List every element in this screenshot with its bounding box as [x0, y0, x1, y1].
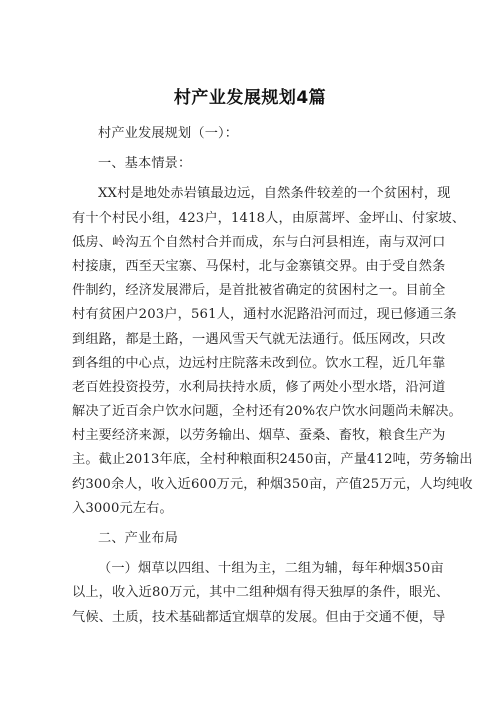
paragraph-line: 件制约，经济发展滞后，是首批被省确定的贫困村之一。目前全: [72, 283, 446, 299]
paragraph-line: 村有贫困户203户，561人，通村水泥路沿河而过，现已修通三条: [72, 307, 457, 323]
paragraph-line: 气候、土质，技术基础都适宜烟草的发展。但由于交通不便，导: [72, 609, 446, 625]
document-title: 村产业发展规划4篇: [173, 88, 327, 108]
paragraph-line: 低房、岭沟五个自然村合并而成，东与白河县相连，南与双河口: [72, 234, 446, 250]
section-heading: 村产业发展规划（一）：: [98, 126, 239, 141]
paragraph-line: 入3000元左右。: [72, 500, 173, 516]
paragraph-line: 村主要经济来源，以劳务输出、烟草、蚕桑、畜牧，粮食生产为: [72, 428, 446, 444]
paragraph-line: XX村是地处赤岩镇最边远，自然条件较差的一个贫困村，现: [98, 186, 451, 202]
paragraph-line: 约300余人，收入近600万元，种烟350亩，产值25万元，人均纯收: [72, 476, 473, 492]
paragraph-line: 以上，收入近80万元，其中二组种烟有得天独厚的条件，眼光、: [72, 585, 450, 601]
paragraph-line: 有十个村民小组，423户，1418人，由原蒿坪、金坪山、付家坡、: [72, 210, 466, 226]
section-heading: 一、基本情景：: [98, 156, 192, 172]
paragraph-line: 老百姓投资投劳，水利局扶持水质，修了两处小型水塔，沿河道: [72, 379, 446, 395]
section-heading: 二、产业布局: [98, 531, 179, 546]
paragraph-line: 到组路，都是土路，一遇风雪天气就无法通行。低压网改，只改: [72, 331, 446, 347]
paragraph-line: 主。截止2013年底，全村种粮面积2450亩，产量412吨，劳务输出: [72, 452, 473, 468]
paragraph-line: 解决了近百余户饮水问题，全村还有20%农户饮水问题尚未解决。: [72, 404, 462, 420]
paragraph-line: （一）烟草以四组、十组为主，二组为辅，每年种烟350亩: [98, 561, 444, 577]
paragraph-line: 村接康，西至天宝寨、马保村，北与金寨镇交界。由于受自然条: [72, 258, 446, 274]
paragraph-line: 到各组的中心点，边远村庄院落未改到位。饮水工程，近几年靠: [72, 355, 446, 371]
document-body: [72, 122, 473, 630]
